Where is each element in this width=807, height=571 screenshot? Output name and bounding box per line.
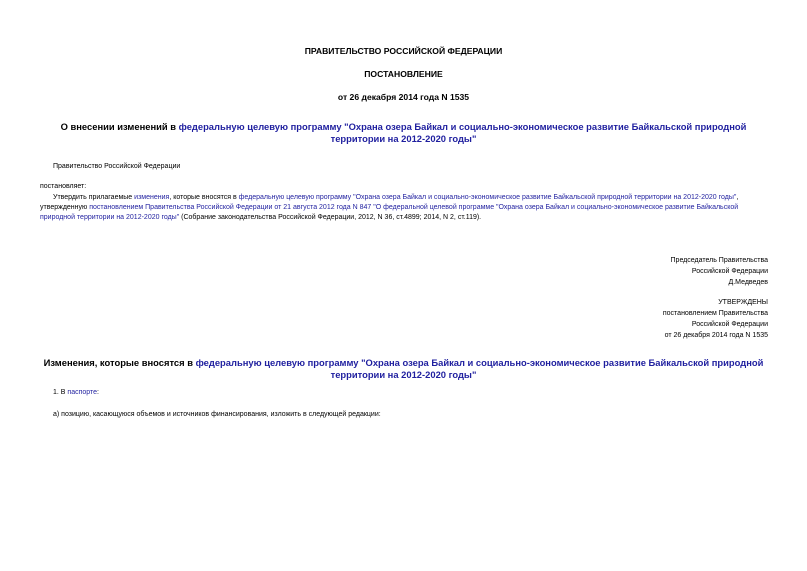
- signature-name: Д.Медведев: [728, 279, 768, 286]
- approval-line-1: УТВЕРЖДЕНЫ: [718, 299, 768, 306]
- signature-org: Российской Федерации: [691, 268, 768, 275]
- changes-link[interactable]: изменения: [134, 194, 170, 201]
- approval-block: [663, 297, 768, 341]
- document-title: [40, 121, 767, 145]
- program-link-inline[interactable]: федеральную целевую программу "Охрана озера Байкал и социально-экономическое развитие Байкальской природной территории на 2012-2020 годы": [238, 194, 737, 201]
- resolution-847-link[interactable]: постановлением Правительства Российской Федерации от 21 августа 2012 года N 847 "О федеральной целевой программе "Охрана озера Байкал и социально-экономическое развитие Байкальской: [89, 204, 739, 211]
- text-fragment: Утвердить прилагаемые: [53, 194, 135, 201]
- signature-block: [671, 255, 768, 288]
- paragraph-line-2: [40, 203, 738, 213]
- text-fragment: ,: [736, 194, 739, 201]
- document-type-heading: ПОСТАНОВЛЕНИЕ: [364, 69, 443, 79]
- approval-line-3: Российской Федерации: [691, 321, 768, 328]
- item-1: [53, 388, 99, 398]
- text-fragment: :: [97, 389, 99, 396]
- government-heading: ПРАВИТЕЛЬСТВО РОССИЙСКОЙ ФЕДЕРАЦИИ: [304, 46, 503, 56]
- item-a: а) позицию, касающуюся объемов и источников финансирования, изложить в следующей редакции:: [53, 411, 381, 418]
- text-fragment: 1. В: [53, 389, 68, 396]
- changes-program-link[interactable]: федеральную целевую программу "Охрана озера Байкал и социально-экономическое развитие Байкальской природной: [195, 357, 764, 368]
- changes-title: [40, 357, 767, 381]
- paragraph-line-3: [40, 213, 481, 223]
- approval-line-4: от 26 декабря 2014 года N 1535: [664, 332, 768, 339]
- government-line: Правительство Российской Федерации: [53, 163, 181, 170]
- changes-title-line-1: [40, 357, 767, 369]
- changes-program-link-cont[interactable]: территории на 2012-2020 годы": [330, 369, 477, 380]
- resolution-847-link-cont[interactable]: природной территории на 2012-2020 годы": [40, 214, 180, 221]
- changes-title-prefix: Изменения, которые вносятся в: [43, 357, 196, 368]
- paragraph-line-1: [53, 193, 738, 203]
- document-date-number: от 26 декабря 2014 года N 1535: [337, 92, 470, 102]
- text-fragment: утвержденную: [40, 204, 90, 211]
- passport-link[interactable]: паспорте: [67, 389, 98, 396]
- approval-line-2: постановлением Правительства: [662, 310, 768, 317]
- decrees-line: постановляет:: [40, 183, 87, 190]
- text-fragment: , которые вносятся в: [169, 194, 239, 201]
- document-title-prefix: О внесении изменений в: [60, 121, 179, 132]
- signature-title: Председатель Правительства: [670, 257, 768, 264]
- text-fragment: (Собрание законодательства Российской Федерации, 2012, N 36, ст.4899; 2014, N 2, ст.119).: [179, 214, 482, 221]
- program-link[interactable]: федеральную целевую программу "Охрана озера Байкал и социально-экономическое развитие Байкальской природной территории на 2012-2020 годы": [178, 121, 747, 144]
